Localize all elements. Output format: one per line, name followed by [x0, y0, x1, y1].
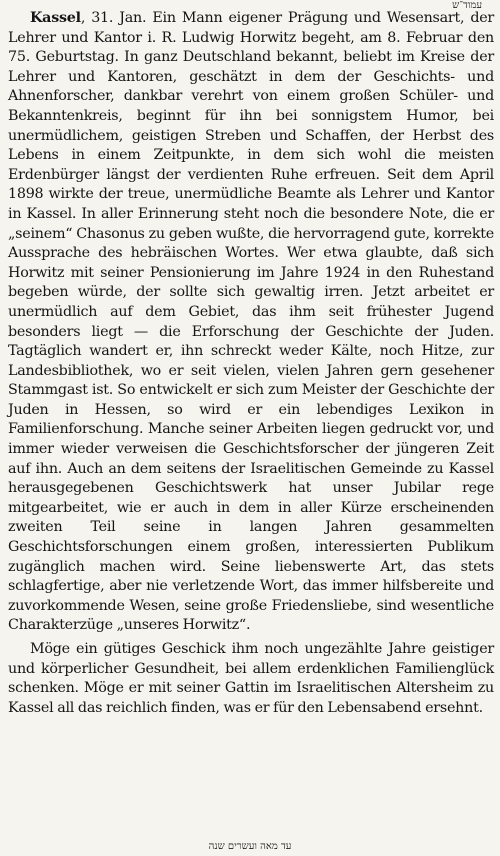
paragraph-1-text: Ein Mann eigener Prägung und Wesensart, der Lehrer und Kantor i. R. Ludwig Horwitz begeht, am 8. Februar den 75. Geburtstag. In ganz Deutschland bekannt, beliebt im Kreise der Lehrer und Kantoren, geschätzt in dem der Geschichts- und Ahnenforscher, dankbar verehrt von einem großen Schüler- und Bekanntenkreis, beginnt für ihn bei sonnigstem Humor, bei unermüdlichem, geistigen Streben und Schaffen, der Herbst des Lebens in einem Zeitpunkte, in dem sich wohl die meisten Erdenbürger längst der verdienten Ruhe erfreuen. Seit dem April 1898 wirkte der treue, unermüdliche Beamte als Lehrer und Kantor in Kassel. In aller Erinnerung steht noch die besondere Note, die er „seinem“ Chasonus zu geben wußte, die hervorragend gute, korrekte Aussprache des hebräischen Wortes. Wer etwa glaubte, daß sich Horwitz mit seiner Pensionierung im Jahre 1924 in den Ruhestand begeben würde, der sollte sich gewaltig irren. Jetzt arbeitet er unermüdlich auf dem Gebiet, das ihm seit frühester Jugend besonders liegt — die Erforschung der Geschichte der Juden. Tagtäglich wandert er, ihn schreckt weder Kälte, noch Hitze, zur Landesbibliothek, wo er seit vielen, vielen Jahren gern gesehener Stammgast ist. So entwickelt er sich zum Meister der Geschichte der Juden in Hessen, so wird er ein lebendiges Lexikon in Familienforschung. Manche seiner Arbeiten liegen gedruckt vor, und immer wieder verweisen die Geschichtsforscher der jüngeren Zeit auf ihn. Auch an dem seitens der Israelitischen Gemeinde zu Kassel herausgegebenen Geschichtswerk hat unser Jubilar rege mitgearbeitet, wie er auch in dem in aller Kürze erscheinenden zweiten Teil seine in langen Jahren gesammelten Geschichtsforschungen einem großen, interessierten Publikum zugänglich machen wird. Seine liebenswerte Art, das stets schlagfertige, aber nie verletzende Wort, das immer hilfsbereite und zuvorkommende Wesen, seine große Friedensliebe, sind wesentliche Charakterzüge „unseres Horwitz“. — [8, 10, 495, 634]
paragraph-main: Kassel, 31. Jan. Ein Mann eigener Prägung und Wesensart, der Lehrer und Kantor i. R. Ludwig Horwitz begeht, am 8. Februar den 75. Geburtstag. In ganz Deutschland bekannt, beliebt im Kreise der Lehrer und Kantoren, geschätzt in dem der Geschichts- und Ahnenforscher, dankbar verehrt von einem großen Schüler- und Bekanntenkreis, beginnt für ihn bei sonnigstem Humor, bei unermüdlichem, geistigen Streben und Schaffen, der Herbst des Lebens in einem Zeitpunkte, in dem sich wohl die meisten Erdenbürger längst der verdienten Ruhe erfreuen. Seit dem April 1898 wirkte der treue, unermüdliche Beamte als Lehrer und Kantor in Kassel. In aller Erinnerung steht noch die besondere Note, die er „seinem“ Chasonus zu geben wußte, die hervorragend gute, korrekte Aussprache des hebräischen Wortes. Wer etwa glaubte, daß sich Horwitz mit seiner Pensionierung im Jahre 1924 in den Ruhestand begeben würde, der sollte sich gewaltig irren. Jetzt arbeitet er unermüdlich auf dem Gebiet, das ihm seit frühester Jugend besonders liegt — die Erforschung der Geschichte der Juden. Tagtäglich wandert er, ihn schreckt weder Kälte, noch Hitze, zur Landesbibliothek, wo er seit vielen, vielen Jahren gern gesehener Stammgast ist. So entwickelt er sich zum Meister der Geschichte der Juden in Hessen, so wird er ein lebendiges Lexikon in Familienforschung. Manche seiner Arbeiten liegen gedruckt vor, und immer wieder verweisen die Geschichtsforscher der jüngeren Zeit auf ihn. Auch an dem seitens der Israelitischen Gemeinde zu Kassel herausgegebenen Geschichtswerk hat unser Jubilar rege mitgearbeitet, wie er auch in dem in aller Kürze erscheinenden zweiten Teil seine in langen Jahren gesammelten Geschichtsforschungen einem großen, interessierten Publikum zugänglich machen wird. Seine liebenswerte Art, das stets schlagfertige, aber nie verletzende Wort, das immer hilfsbereite und zuvorkommende Wesen, seine große Friedensliebe, sind wesentliche Charakterzüge „unseres Horwitz“. — [8, 10, 495, 634]
hebrew-footer-blessing: עד מאה ועשרים שנה — [208, 841, 292, 852]
article-body — [8, 9, 494, 718]
hebrew-header-marker: עמוד־ש — [452, 0, 482, 11]
dateline-date: 31. Jan. — [91, 10, 147, 26]
paragraph-closing: Möge ein gütiges Geschick ihm noch ungezählte Jahre geistiger und körperlicher Gesundheit, bei allem erdenklichen Familienglück schenken. Möge er mit seiner Gattin im Israelitischen Altersheim zu Kassel all das reichlich finden, was er für den Lebensabend ersehnt. — [8, 641, 494, 716]
dateline-place: Kassel — [30, 10, 81, 26]
